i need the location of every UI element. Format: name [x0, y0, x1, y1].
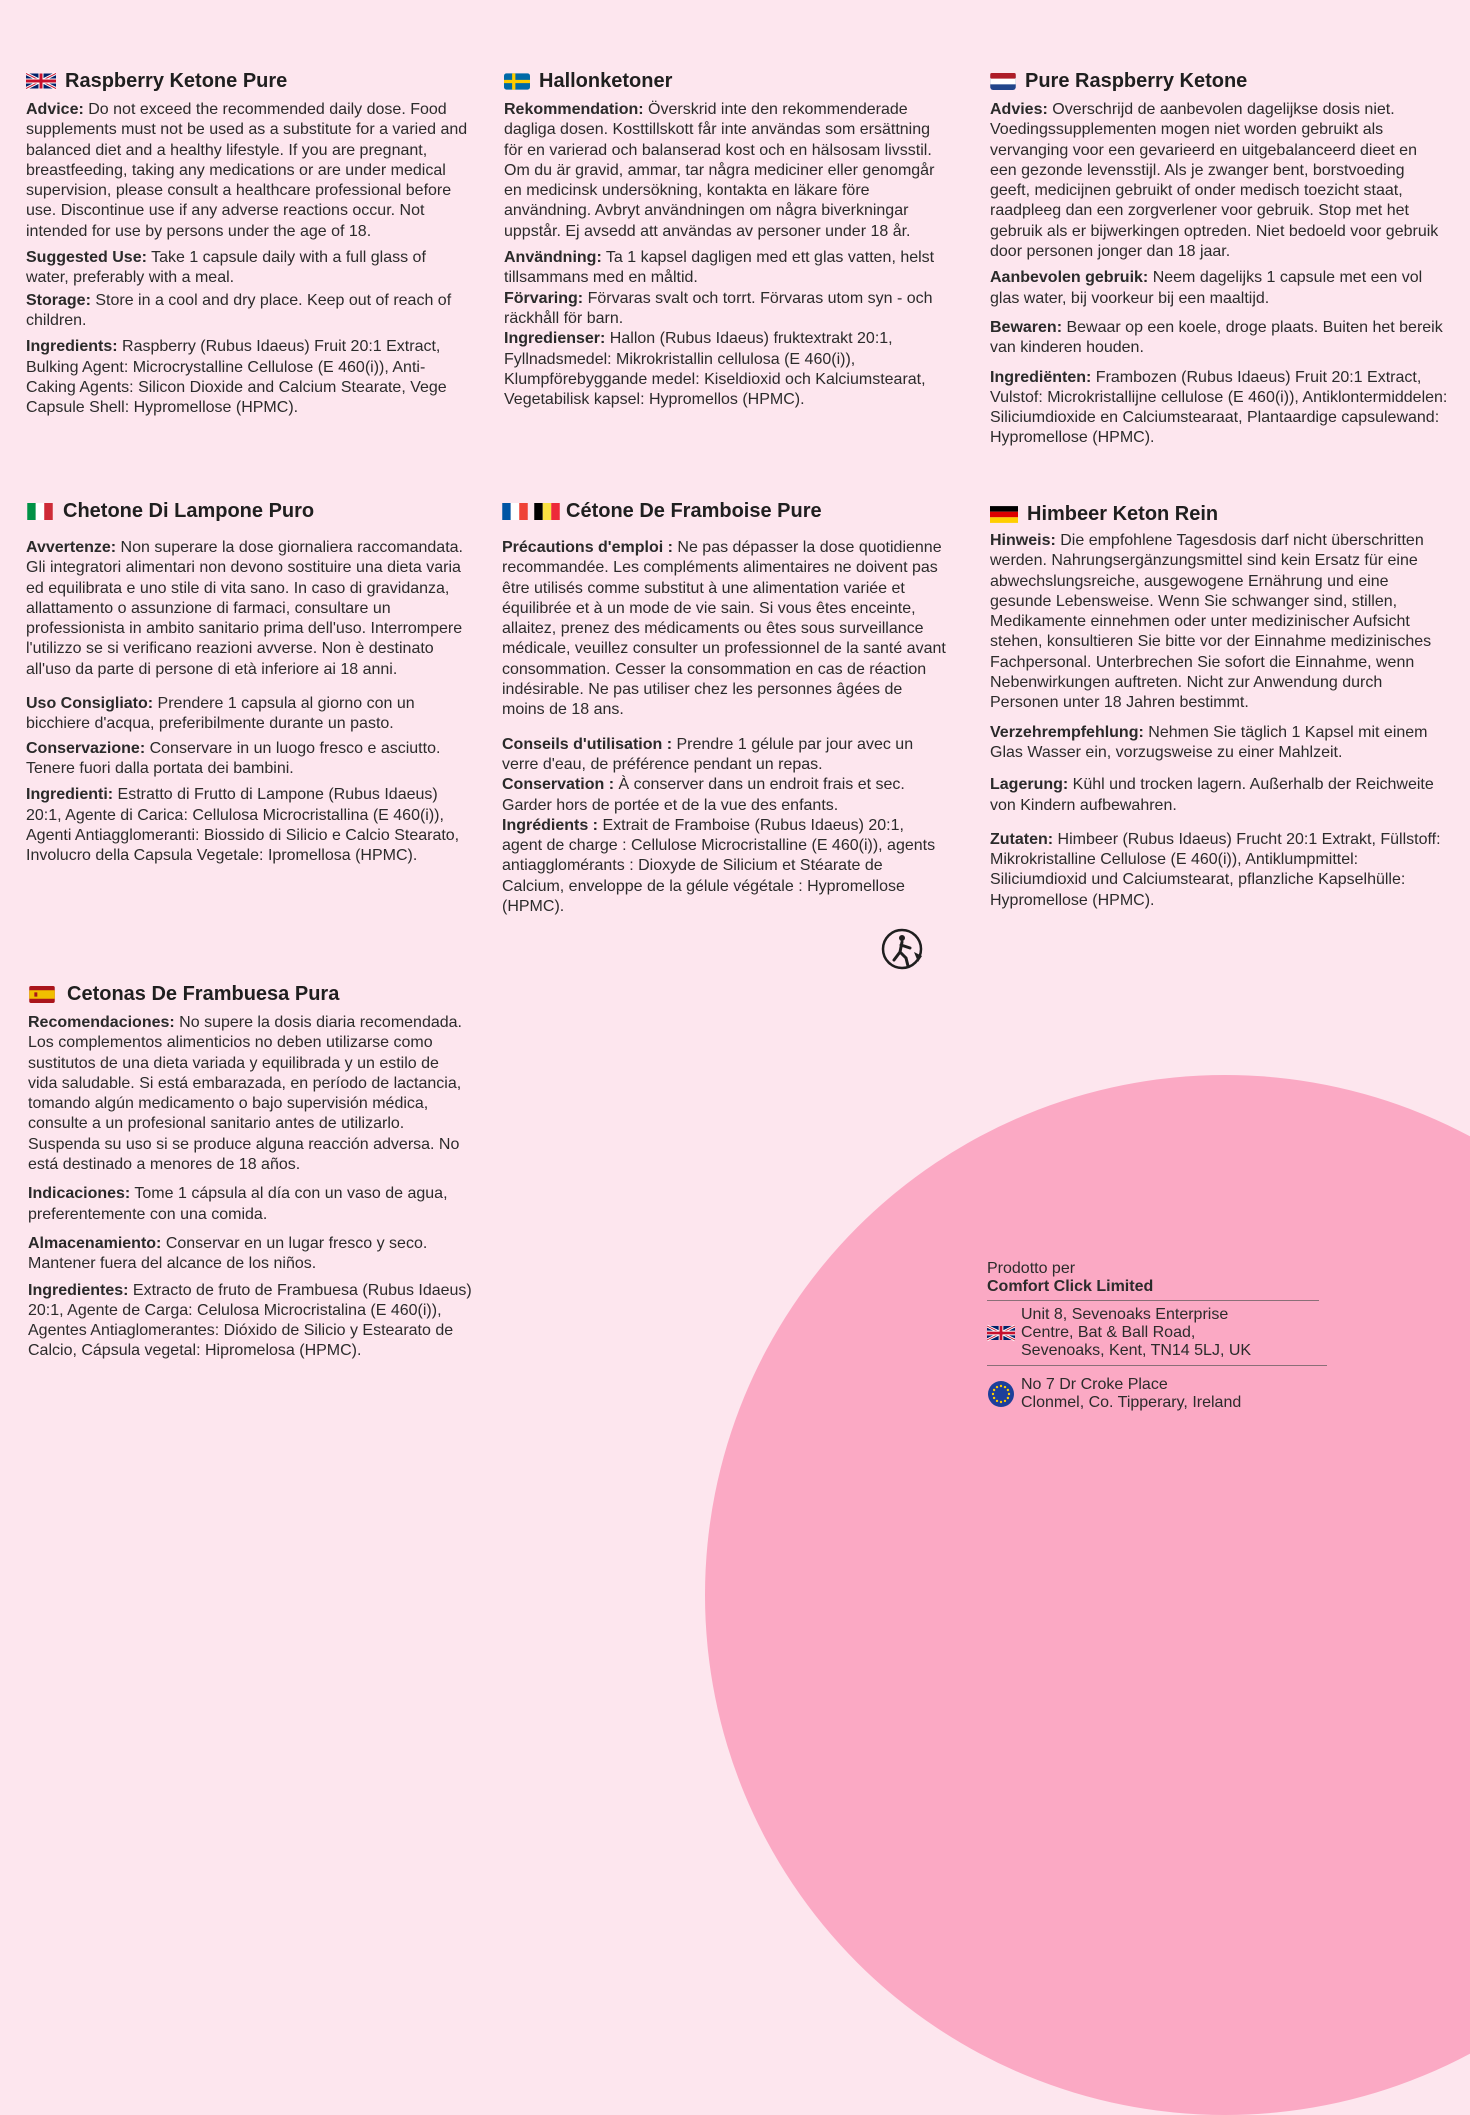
uk-flag-icon	[26, 72, 56, 90]
uk-address-line3: Sevenoaks, Kent, TN14 5LJ, UK	[1021, 1342, 1252, 1359]
use-label: Verzehrempfehlung:	[990, 723, 1144, 741]
title-text: Cetonas De Frambuesa Pura	[67, 983, 340, 1005]
title-text: Chetone Di Lampone Puro	[63, 500, 315, 522]
use-label: Uso Consigliato:	[26, 695, 154, 713]
ingredients-paragraph	[26, 337, 470, 418]
title-text: Pure Raspberry Ketone	[1025, 70, 1248, 92]
section-de	[990, 501, 1448, 917]
section-title-nl	[990, 68, 1448, 94]
storage-label: Bewaren:	[990, 318, 1063, 336]
uk-address-line2: Centre, Bat & Ball Road,	[1021, 1324, 1196, 1341]
advice-paragraph	[26, 100, 470, 242]
storage-paragraph	[504, 289, 948, 330]
advice-paragraph	[990, 100, 1448, 262]
advice-paragraph	[990, 531, 1448, 714]
advice-label: Advice:	[26, 101, 84, 118]
advice-text: No supere la dosis diaria recomendada. Los complementos alimenticios no deben utilizarse como sustitutos de una dieta variada y equilibrada y un estilo de vida saludable. Si está embarazada, en período de lactancia, tomando algún medicamento o bajo supervisión médica, consulte a un profesional sanitario antes de utilizarlo. Suspenda su uso si se produce alguna reacción adversa. No está destinado a menores de 18 años.	[28, 1014, 462, 1174]
use-paragraph	[990, 268, 1448, 309]
title-text: Cétone De Framboise Pure	[566, 500, 822, 522]
ingredients-text: Estratto di Frutto di Lampone (Rubus Idaeus) 20:1, Agente di Carica: Cellulosa Microcristallina (E 460(i)), Agenti Antiagglomeranti: Biossido di Silicio e Calcio Stearato, Involucro della Capsula Vegetale: Ipromellosa (HPMC).	[26, 786, 460, 865]
storage-text: Store in a cool and dry place. Keep out of reach of children.	[26, 291, 452, 329]
germany-flag-icon	[990, 506, 1018, 523]
section-fr	[502, 498, 946, 923]
use-text: Take 1 capsule daily with a full glass of water, preferably with a meal.	[26, 249, 426, 287]
title-text: Hallonketoner	[539, 70, 673, 92]
manufacturer-name: Comfort Click Limited	[987, 1278, 1154, 1295]
ingredients-paragraph	[990, 368, 1448, 449]
section-it	[26, 498, 470, 872]
storage-paragraph	[28, 1234, 472, 1275]
use-label: Indicaciones:	[28, 1185, 131, 1203]
storage-paragraph	[26, 739, 470, 780]
ingredients-text: Frambozen (Rubus Idaeus) Fruit 20:1 Extract, Vulstof: Microkristallijne cellulose (E 460(i)), Antiklontermiddelen: Siliciumdioxide en Calciumstearaat, Plantaardige capsulewand: Hypromellose (HPMC).	[990, 368, 1448, 447]
storage-paragraph	[502, 775, 946, 816]
eu-flag-icon	[987, 1380, 1015, 1408]
use-text: Nehmen Sie täglich 1 Kapsel mit einem Glas Wasser ein, vorzugsweise zu einer Mahlzeit.	[990, 723, 1428, 761]
advice-text: Die empfohlene Tagesdosis darf nicht überschritten werden. Nahrungsergänzungsmittel sind kein Ersatz für eine abwechslungsreiche, ausgewogene Ernährung und eine gesunde Lebensweise. Wenn Sie schwanger sind, stillen, Medikamente einnehmen oder unter medizinischer Aufsicht stehen, konsultieren Sie bitte vor der Einnahme medizinisches Fachpersonal. Unterbrechen Sie sofort die Einnahme, wenn Nebenwirkungen auftreten. Nicht zur Anwendung durch Personen unter 18 Jahren bestimmt.	[990, 532, 1432, 712]
manufacturer-block	[987, 1260, 1327, 1417]
storage-label: Storage:	[26, 291, 91, 309]
title-text: Himbeer Keton Rein	[1027, 503, 1219, 525]
advice-paragraph	[502, 538, 946, 721]
use-label: Conseils d'utilisation :	[502, 735, 673, 753]
advice-paragraph	[26, 538, 470, 680]
advice-text: Do not exceed the recommended daily dose. Food supplements must not be used as a substitute for a varied and balanced diet and a healthy lifestyle. If you are pregnant, breastfeeding, taking any medications or are under medical supervision, please consult a healthcare professional before use. Discontinue use if any adverse reactions occur. Not intended for use by persons under the age of 18.	[26, 101, 468, 240]
advice-label: Recomendaciones:	[28, 1014, 175, 1031]
advice-paragraph	[28, 1013, 472, 1175]
use-text: Neem dagelijks 1 capsule met een vol glas water, bij voorkeur bij een maaltijd.	[990, 269, 1423, 307]
spain-flag-icon	[28, 986, 56, 1003]
ingredients-text: Extracto de fruto de Frambuesa (Rubus Idaeus) 20:1, Agente de Carga: Celulosa Microcristalina (E 460(i)), Agentes Antiaglomerantes: Dióxido de Silicio y Estearato de Calcio, Cápsula vegetal: Hipromelosa (HPMC).	[28, 1281, 472, 1360]
ingredients-paragraph	[990, 830, 1448, 911]
section-nl	[990, 68, 1448, 455]
ingredients-paragraph	[28, 1281, 472, 1362]
storage-text: Förvaras svalt och torrt. Förvaras utom syn - och räckhåll för barn.	[504, 289, 933, 327]
ingredients-label: Ingredienti:	[26, 786, 114, 804]
section-title-fr	[502, 498, 946, 524]
storage-label: Conservation :	[502, 776, 615, 794]
uk-address-line1: Unit 8, Sevenoaks Enterprise	[1021, 1306, 1229, 1323]
pink-circle-decoration	[705, 1075, 1470, 2115]
ingredients-paragraph	[504, 329, 948, 410]
use-paragraph	[504, 248, 948, 289]
ingredients-paragraph	[26, 785, 470, 866]
storage-text: Bewaar op een koele, droge plaats. Buiten het bereik van kinderen houden.	[990, 318, 1443, 357]
sweden-flag-icon	[504, 73, 530, 90]
storage-paragraph	[990, 318, 1448, 359]
storage-paragraph	[26, 291, 470, 332]
eu-address-line2: Clonmel, Co. Tipperary, Ireland	[1021, 1394, 1242, 1411]
italy-flag-icon	[26, 503, 54, 520]
uk-flag-icon	[987, 1324, 1015, 1342]
use-label: Suggested Use:	[26, 249, 147, 267]
use-text: Ta 1 kapsel dagligen med ett glas vatten, helst tillsammans med en måltid.	[504, 249, 935, 287]
ingredients-label: Ingredientes:	[28, 1281, 129, 1299]
use-text: Prendere 1 capsula al giorno con un bicchiere d'acqua, preferibilmente durante un pasto.	[26, 695, 415, 733]
use-paragraph	[26, 694, 470, 735]
advice-label: Advies:	[990, 101, 1048, 118]
advice-text: Överskrid inte den rekommenderade dagliga dosen. Kosttillskott får inte användas som ersättning för en varierad och balanserad kost och en hälsosam livsstil. Om du är gravid, ammar, tar några mediciner eller genomgår en medicinsk undersökning, kontakta en läkare före användning. Avbryt användningen om några biverkningar uppstår. Ej avsedd att användas av personer under 18 år.	[504, 101, 935, 240]
section-title-sv	[504, 68, 948, 94]
storage-paragraph	[990, 775, 1448, 816]
uk-address	[987, 1301, 1327, 1365]
advice-label: Avvertenze:	[26, 539, 117, 556]
ingredients-paragraph	[502, 816, 946, 917]
section-title-es	[28, 981, 472, 1007]
ingredients-label: Ingredienser:	[504, 330, 606, 348]
eu-address	[987, 1366, 1327, 1417]
use-label: Användning:	[504, 249, 602, 267]
advice-label: Précautions d'emploi :	[502, 539, 673, 556]
storage-text: Conservare in un luogo fresco e asciutto. Tenere fuori dalla portata dei bambini.	[26, 739, 441, 777]
storage-label: Conservazione:	[26, 739, 146, 757]
use-paragraph	[502, 735, 946, 776]
section-es	[28, 981, 472, 1368]
ingredients-label: Ingredients:	[26, 338, 118, 356]
ingredients-text: Hallon (Rubus Idaeus) fruktextrakt 20:1, Fyllnadsmedel: Mikrokristallin cellulosa (E 460(i)), Klumpförebyggande medel: Kiseldioxid och Kalciumstearat, Vegetabilisk kapsel: Hypromellos (HPMC).	[504, 330, 926, 409]
use-paragraph	[990, 723, 1448, 764]
section-title-de	[990, 501, 1448, 527]
eu-address-line1: No 7 Dr Croke Place	[1021, 1376, 1168, 1393]
ingredients-label: Zutaten:	[990, 830, 1054, 848]
storage-text: Conservar en un lugar fresco y seco. Mantener fuera del alcance de los niños.	[28, 1234, 428, 1273]
recycling-icon	[880, 926, 926, 972]
storage-label: Förvaring:	[504, 289, 584, 307]
ingredients-text: Extrait de Framboise (Rubus Idaeus) 20:1, agent de charge : Cellulose Microcristalline (E 460(i)), agents antiagglomérants : Dioxyde de Silicium et Stéarate de Calcium, enveloppe de la gélule végétale : Hypromellose (HPMC).	[502, 816, 936, 916]
storage-text: Kühl und trocken lagern. Außerhalb der Reichweite von Kindern aufbewahren.	[990, 776, 1434, 814]
section-title-en	[26, 68, 470, 94]
advice-paragraph	[504, 100, 948, 242]
storage-label: Almacenamiento:	[28, 1234, 162, 1252]
section-en	[26, 68, 470, 424]
title-text: Raspberry Ketone Pure	[65, 70, 288, 92]
use-text: Tome 1 cápsula al día con un vaso de agua, preferentemente con una comida.	[28, 1185, 448, 1223]
france-flag-icon	[502, 503, 528, 520]
use-paragraph	[28, 1184, 472, 1225]
ingredients-text: Raspberry (Rubus Idaeus) Fruit 20:1 Extract, Bulking Agent: Microcrystalline Cellulose (E 460(i)), Anti-Caking Agents: Silicon Dioxide and Calcium Stearate, Vege Capsule Shell: Hypromellose (HPMC).	[26, 338, 447, 417]
use-label: Aanbevolen gebruik:	[990, 269, 1149, 287]
use-paragraph	[26, 248, 470, 289]
storage-text: À conserver dans un endroit frais et sec. Garder hors de portée et de la vue des enfants.	[502, 776, 905, 814]
advice-text: Ne pas dépasser la dose quotidienne recommandée. Les compléments alimentaires ne doivent pas être utilisés comme substitut à une alimentation variée et équilibrée et à un mode de vie sain. Si vous êtes enceinte, allaitez, prenez des médicaments ou êtes sous surveillance médicale, veuillez consulter un professionnel de la santé avant consommation. Cesser la consommation en cas de réaction indésirable. Ne pas utiliser chez les personnes âgées de moins de 18 ans.	[502, 539, 946, 719]
advice-label: Hinweis:	[990, 532, 1056, 549]
belgium-flag-icon	[534, 503, 560, 520]
use-text: Prendre 1 gélule par jour avec un verre d'eau, de préférence pendant un repas.	[502, 735, 914, 773]
storage-label: Lagerung:	[990, 776, 1069, 794]
ingredients-label: Ingrédients :	[502, 816, 599, 834]
manufacturer-prefix: Prodotto per	[987, 1260, 1076, 1277]
ingredients-label: Ingrediënten:	[990, 368, 1092, 386]
advice-label: Rekommendation:	[504, 101, 644, 118]
advice-text: Non superare la dose giornaliera raccomandata. Gli integratori alimentari non devono sostituire una dieta varia ed equilibrata e uno stile di vita sano. In caso di gravidanza, allattamento o assunzione di farmaci, consultare un professionista in ambito sanitario prima dell'uso. Interrompere l'utilizzo se si verificano reazioni avverse. Non è destinato all'uso da parte di persone di età inferiore ai 18 anni.	[26, 539, 463, 678]
advice-text: Overschrijd de aanbevolen dagelijkse dosis niet. Voedingssupplementen mogen niet worden gebruikt als vervanging voor een gevarieerd en uitgebalanceerd dieet en een gezonde levensstijl. Als je zwanger bent, borstvoeding geeft, medicijnen gebruikt of onder medisch toezicht staat, raadpleeg dan een zorgverlener voor gebruik. Stop met het gebruik als er bijwerkingen optreden. Niet bedoeld voor gebruik door personen jonger dan 18 jaar.	[990, 101, 1439, 261]
section-sv	[504, 68, 948, 416]
section-title-it	[26, 498, 470, 524]
ingredients-text: Himbeer (Rubus Idaeus) Frucht 20:1 Extrakt, Füllstoff: Mikrokristalline Cellulose (E 460(i)), Antiklumpmittel: Siliciumdioxid und Calciumstearat, pflanzliche Kapselhülle: Hypromellose (HPMC).	[990, 830, 1441, 909]
netherlands-flag-icon	[990, 73, 1016, 90]
